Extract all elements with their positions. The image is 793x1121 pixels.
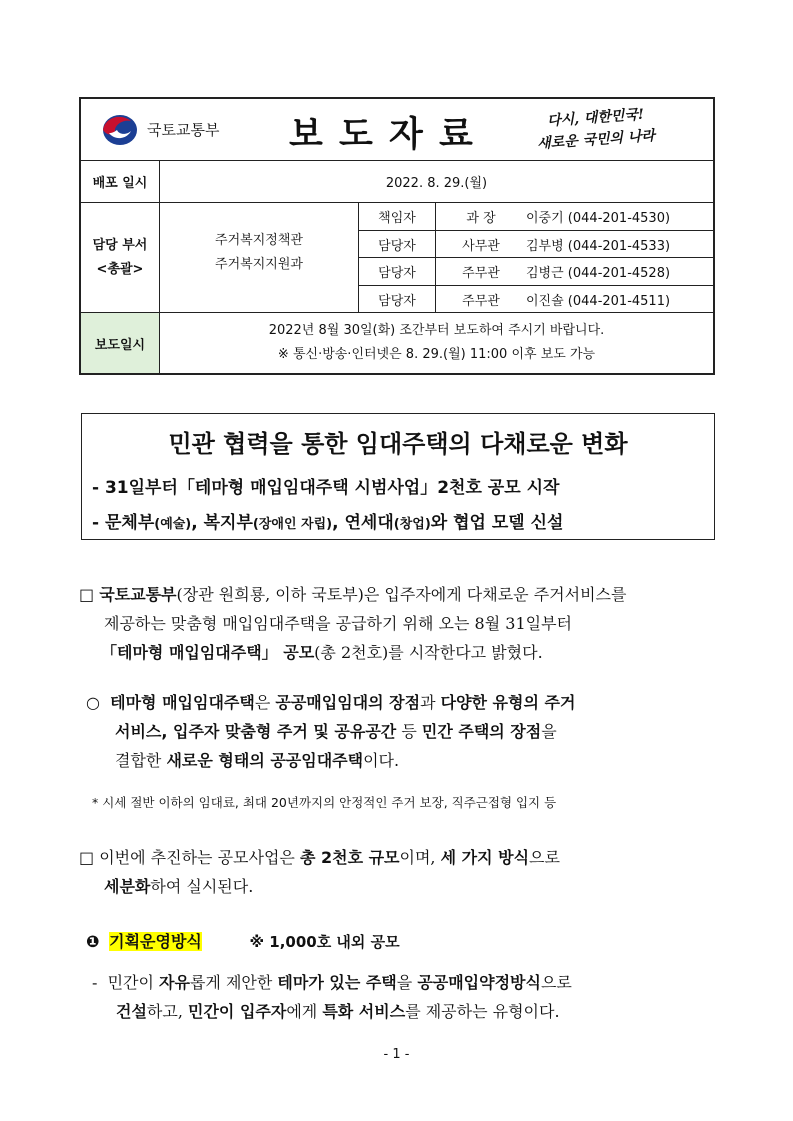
text: (장관 원희룡, 이하 국토부)은 입주자에게 다채로운 주거서비스를 [176, 585, 627, 604]
emphasis: 서비스, 입주자 맞춤형 주거 및 공유공간 [115, 722, 397, 741]
text: 롭게 제안한 [189, 973, 278, 992]
checkbox-bullet-icon: □ [79, 585, 95, 604]
text: 에게 [286, 1002, 323, 1021]
embargo-label: 보도일시 [80, 313, 160, 374]
checkbox-bullet-icon: □ [79, 848, 95, 867]
emphasis: 민간이 입주자 [188, 1002, 287, 1021]
text: 이번에 추진하는 공모사업은 [99, 848, 300, 867]
ministry-logo [101, 113, 139, 151]
emphasis: 테마가 있는 주택 [277, 973, 397, 992]
sub2-part: , 복지부 [191, 513, 253, 533]
sub2-part: 와 협업 모델 신설 [430, 513, 564, 533]
text: 하고, [146, 1002, 189, 1021]
headline-subtitle-2 [92, 508, 563, 533]
embargo-line-1: 2022년 8월 30일(화) 조간부터 보도하여 주시기 바랍니다. [268, 323, 605, 339]
emphasis: 다양한 유형의 주거 [440, 693, 576, 712]
text: 민간이 [107, 973, 160, 992]
department-label [80, 203, 160, 313]
contact-name-phone: 이진솔 (044-201-4511) [526, 293, 671, 309]
department-label-sub: <총괄> [96, 261, 144, 277]
text-line: 제공하는 맞춤형 매입임대주택을 공급하기 위해 오는 8월 31일부터 [104, 614, 572, 633]
contact-title: 주무관 [462, 266, 500, 282]
text: 을 [541, 722, 557, 741]
text: 은 [254, 693, 276, 712]
contact-row [436, 285, 715, 312]
emphasis: 특화 서비스 [322, 1002, 406, 1021]
emphasis: 자유 [159, 973, 190, 992]
department-2: 주거복지지원과 [215, 257, 303, 273]
contact-row [436, 258, 715, 285]
headline-subtitle-1: - 31일부터「테마형 매입임대주택 시범사업」2천호 공모 시작 [92, 478, 560, 498]
contact-role: 담당자 [359, 258, 436, 285]
taeguk-logo-icon [101, 113, 139, 147]
embargo-line-2: ※ 통신·방송·인터넷은 8. 29.(월) 11:00 이후 보도 가능 [277, 347, 596, 363]
contact-role: 담당자 [359, 285, 436, 312]
paragraph-4 [92, 968, 742, 1026]
text: 으로 [540, 973, 572, 992]
text: 으로 [529, 848, 560, 867]
emphasis: 건설 [116, 1002, 147, 1021]
text: 을 [396, 973, 418, 992]
department-1: 주거복지정책관 [215, 233, 303, 249]
section-1-note: ※ 1,000호 내외 공모 [249, 933, 400, 951]
headline-box [81, 413, 715, 540]
footnote: * 시세 절반 이하의 임대료, 최대 20년까지의 안정적인 주거 보장, 직주근접형 입지 등 [92, 795, 557, 810]
contact-title: 주무관 [462, 293, 500, 309]
contact-role: 책임자 [359, 203, 436, 230]
contact-row [436, 230, 715, 257]
contact-row [436, 203, 715, 230]
circle-bullet-icon: ○ [86, 693, 100, 712]
slogan-line-2: 새로운 국민의 나라 [536, 127, 656, 153]
text: 하여 실시된다. [150, 877, 254, 896]
sub2-part: (장애인 자립) [252, 517, 333, 532]
contact-name-phone: 김부병 (044-201-4533) [526, 238, 671, 254]
text: 결합한 [115, 751, 167, 770]
department-label-text: 담당 부서 [92, 237, 148, 253]
dash-bullet: - [92, 973, 98, 992]
sub2-part: - 문체부 [92, 513, 155, 533]
emphasis: 「테마형 매입임대주택」 공모 [101, 643, 315, 662]
emphasis: 공공매입임대의 장점 [275, 693, 421, 712]
emphasis: 세분화 [104, 877, 151, 896]
sub2-part: , 연세대 [332, 513, 394, 533]
text: 이며, [399, 848, 441, 867]
text: 를 제공하는 유형이다. [405, 1002, 560, 1021]
slogan-line-1: 다시, 대한민국! [546, 106, 645, 130]
text: 등 [396, 722, 422, 741]
page-number: - 1 - [383, 1047, 410, 1062]
contact-title: 과 장 [466, 211, 496, 227]
contact-title: 사무관 [462, 238, 500, 254]
section-1-title: 기획운영방식 [109, 932, 202, 951]
emphasis: 국토교통부 [99, 585, 177, 604]
emphasis: 테마형 매입임대주택 [110, 693, 255, 712]
sub2-part: (예술) [154, 517, 192, 532]
contact-role: 담당자 [359, 230, 436, 257]
contact-name-phone: 김병근 (044-201-4528) [526, 266, 671, 282]
sub2-part: (창업) [393, 517, 431, 532]
number-one-icon: ❶ [86, 932, 100, 951]
header-banner [80, 98, 714, 160]
emphasis: 민간 주택의 장점 [421, 722, 542, 741]
release-date-label: 배포 일시 [80, 160, 160, 203]
emphasis: 총 2천호 규모 [299, 848, 400, 867]
emphasis: 세 가지 방식 [440, 848, 530, 867]
text: (총 2천호)를 시작한다고 밝혔다. [314, 643, 543, 662]
paragraph-2 [86, 688, 736, 775]
ministry-name: 국토교통부 [147, 121, 220, 139]
release-date-value: 2022. 8. 29.(월) [160, 160, 715, 203]
emphasis: 공공매입약정방식 [417, 973, 541, 992]
section-1-heading [86, 929, 400, 952]
text: 이다. [363, 751, 400, 770]
document-type-title: 보 도 자 료 [289, 115, 475, 155]
press-release-header [79, 97, 715, 375]
department-names [160, 203, 359, 313]
emphasis: 새로운 형태의 공공임대주택 [166, 751, 364, 770]
paragraph-3 [79, 843, 729, 901]
headline-title: 민관 협력을 통한 임대주택의 다채로운 변화 [168, 430, 628, 458]
embargo-notice [160, 313, 715, 374]
text: 과 [420, 693, 441, 712]
contact-name-phone: 이중기 (044-201-4530) [526, 211, 671, 227]
paragraph-1 [79, 580, 729, 667]
